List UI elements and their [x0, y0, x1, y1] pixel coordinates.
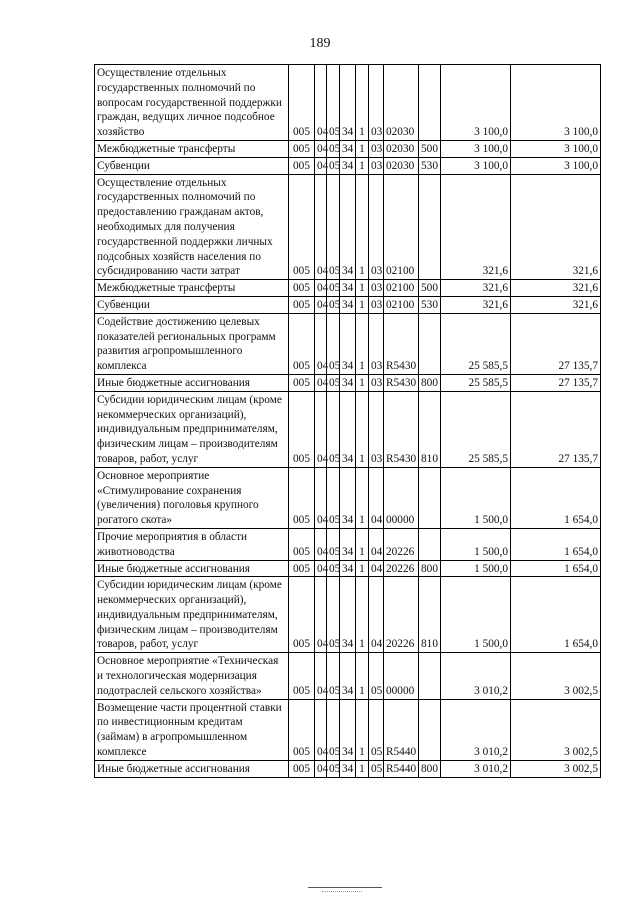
subprogram-code-cell: 1	[356, 157, 369, 174]
direction-code-cell: R5430	[384, 374, 419, 391]
expense-type-cell: 810	[419, 577, 441, 653]
activity-code-cell: 03	[369, 157, 384, 174]
gov-code-cell: 005	[289, 174, 315, 280]
amount-year2-cell: 3 002,5	[511, 760, 601, 777]
direction-code-cell: 02030	[384, 140, 419, 157]
gov-code-cell: 005	[289, 140, 315, 157]
table-row	[95, 699, 601, 760]
expense-type-cell	[419, 699, 441, 760]
activity-code-cell: 03	[369, 391, 384, 467]
activity-code-cell: 04	[369, 577, 384, 653]
direction-code-cell: 02030	[384, 157, 419, 174]
expense-type-cell: 810	[419, 391, 441, 467]
footer-line	[308, 887, 382, 888]
section-code-cell: 04	[315, 140, 327, 157]
direction-code-cell: 02100	[384, 174, 419, 280]
section-code-cell: 04	[315, 653, 327, 699]
expense-type-cell: 500	[419, 140, 441, 157]
subprogram-code-cell: 1	[356, 313, 369, 374]
table-row	[95, 760, 601, 777]
activity-code-cell: 03	[369, 174, 384, 280]
expense-type-cell	[419, 528, 441, 560]
section-code-cell: 04	[315, 528, 327, 560]
amount-year1-cell: 1 500,0	[441, 577, 511, 653]
subsection-code-cell: 05	[327, 157, 340, 174]
amount-year1-cell: 3 010,2	[441, 699, 511, 760]
subsection-code-cell: 05	[327, 374, 340, 391]
direction-code-cell: 02100	[384, 280, 419, 297]
row-name-cell: Содействие достижению целевых показателей региональных программ развития агропромышленного комплекса	[95, 313, 289, 374]
subprogram-code-cell: 1	[356, 391, 369, 467]
amount-year1-cell: 3 100,0	[441, 140, 511, 157]
table-row	[95, 528, 601, 560]
row-name-cell: Иные бюджетные ассигнования	[95, 760, 289, 777]
table-row	[95, 140, 601, 157]
expense-type-cell: 800	[419, 760, 441, 777]
subsection-code-cell: 05	[327, 280, 340, 297]
subprogram-code-cell: 1	[356, 174, 369, 280]
activity-code-cell: 04	[369, 560, 384, 577]
section-code-cell: 04	[315, 699, 327, 760]
program-code-cell: 34	[340, 174, 356, 280]
gov-code-cell: 005	[289, 699, 315, 760]
row-name-cell: Осуществление отдельных государственных полномочий по вопросам государственной поддержки граждан, ведущих личное подсобное хозяйство	[95, 65, 289, 141]
amount-year2-cell: 1 654,0	[511, 528, 601, 560]
direction-code-cell: 20226	[384, 528, 419, 560]
subsection-code-cell: 05	[327, 296, 340, 313]
section-code-cell: 04	[315, 296, 327, 313]
subprogram-code-cell: 1	[356, 140, 369, 157]
row-name-cell: Субсидии юридическим лицам (кроме некоммерческих организаций), индивидуальным предпринимателям, физическим лицам – производителям товаров, работ, услуг	[95, 391, 289, 467]
direction-code-cell: R5430	[384, 313, 419, 374]
program-code-cell: 34	[340, 391, 356, 467]
table-row	[95, 157, 601, 174]
section-code-cell: 04	[315, 280, 327, 297]
row-name-cell: Субвенции	[95, 296, 289, 313]
program-code-cell: 34	[340, 528, 356, 560]
amount-year2-cell: 3 100,0	[511, 157, 601, 174]
amount-year1-cell: 3 010,2	[441, 760, 511, 777]
amount-year2-cell: 3 100,0	[511, 140, 601, 157]
direction-code-cell: 20226	[384, 560, 419, 577]
gov-code-cell: 005	[289, 760, 315, 777]
footer-dots	[322, 891, 362, 892]
amount-year1-cell: 3 100,0	[441, 157, 511, 174]
direction-code-cell: 00000	[384, 653, 419, 699]
program-code-cell: 34	[340, 653, 356, 699]
subsection-code-cell: 05	[327, 699, 340, 760]
program-code-cell: 34	[340, 374, 356, 391]
amount-year1-cell: 1 500,0	[441, 560, 511, 577]
table-row	[95, 65, 601, 141]
gov-code-cell: 005	[289, 313, 315, 374]
program-code-cell: 34	[340, 65, 356, 141]
subsection-code-cell: 05	[327, 577, 340, 653]
amount-year1-cell: 1 500,0	[441, 467, 511, 528]
row-name-cell: Иные бюджетные ассигнования	[95, 374, 289, 391]
amount-year2-cell: 321,6	[511, 174, 601, 280]
activity-code-cell: 03	[369, 65, 384, 141]
subprogram-code-cell: 1	[356, 528, 369, 560]
page-number: 189	[309, 36, 331, 51]
amount-year2-cell: 3 100,0	[511, 65, 601, 141]
amount-year1-cell: 1 500,0	[441, 528, 511, 560]
amount-year1-cell: 321,6	[441, 280, 511, 297]
table-row	[95, 467, 601, 528]
gov-code-cell: 005	[289, 280, 315, 297]
subprogram-code-cell: 1	[356, 560, 369, 577]
direction-code-cell: 02100	[384, 296, 419, 313]
program-code-cell: 34	[340, 467, 356, 528]
activity-code-cell: 03	[369, 296, 384, 313]
table-row	[95, 577, 601, 653]
row-name-cell: Межбюджетные трансферты	[95, 280, 289, 297]
table-row	[95, 653, 601, 699]
amount-year2-cell: 1 654,0	[511, 467, 601, 528]
row-name-cell: Основное мероприятие «Техническая и технологическая модернизация подотраслей сельского хозяйства»	[95, 653, 289, 699]
expense-type-cell	[419, 467, 441, 528]
subprogram-code-cell: 1	[356, 577, 369, 653]
amount-year1-cell: 3 100,0	[441, 65, 511, 141]
amount-year2-cell: 1 654,0	[511, 560, 601, 577]
activity-code-cell: 04	[369, 528, 384, 560]
amount-year2-cell: 27 135,7	[511, 391, 601, 467]
row-name-cell: Иные бюджетные ассигнования	[95, 560, 289, 577]
direction-code-cell: 20226	[384, 577, 419, 653]
section-code-cell: 04	[315, 65, 327, 141]
row-name-cell: Возмещение части процентной ставки по инвестиционным кредитам (займам) в агропромышленном комплексе	[95, 699, 289, 760]
amount-year1-cell: 321,6	[441, 296, 511, 313]
amount-year1-cell: 3 010,2	[441, 653, 511, 699]
amount-year2-cell: 27 135,7	[511, 313, 601, 374]
activity-code-cell: 05	[369, 760, 384, 777]
amount-year2-cell: 321,6	[511, 296, 601, 313]
subsection-code-cell: 05	[327, 140, 340, 157]
section-code-cell: 04	[315, 760, 327, 777]
section-code-cell: 04	[315, 374, 327, 391]
direction-code-cell: R5430	[384, 391, 419, 467]
gov-code-cell: 005	[289, 296, 315, 313]
subsection-code-cell: 05	[327, 467, 340, 528]
gov-code-cell: 005	[289, 653, 315, 699]
direction-code-cell: R5440	[384, 699, 419, 760]
section-code-cell: 04	[315, 174, 327, 280]
program-code-cell: 34	[340, 313, 356, 374]
section-code-cell: 04	[315, 560, 327, 577]
gov-code-cell: 005	[289, 467, 315, 528]
direction-code-cell: 02030	[384, 65, 419, 141]
table-row	[95, 374, 601, 391]
gov-code-cell: 005	[289, 391, 315, 467]
section-code-cell: 04	[315, 313, 327, 374]
section-code-cell: 04	[315, 467, 327, 528]
gov-code-cell: 005	[289, 157, 315, 174]
activity-code-cell: 04	[369, 467, 384, 528]
activity-code-cell: 05	[369, 653, 384, 699]
program-code-cell: 34	[340, 760, 356, 777]
program-code-cell: 34	[340, 140, 356, 157]
activity-code-cell: 03	[369, 140, 384, 157]
expense-type-cell: 530	[419, 157, 441, 174]
subsection-code-cell: 05	[327, 65, 340, 141]
amount-year1-cell: 25 585,5	[441, 391, 511, 467]
amount-year2-cell: 3 002,5	[511, 699, 601, 760]
subsection-code-cell: 05	[327, 528, 340, 560]
amount-year2-cell: 321,6	[511, 280, 601, 297]
expense-type-cell: 800	[419, 374, 441, 391]
program-code-cell: 34	[340, 699, 356, 760]
row-name-cell: Прочие мероприятия в области животноводства	[95, 528, 289, 560]
gov-code-cell: 005	[289, 374, 315, 391]
program-code-cell: 34	[340, 296, 356, 313]
expense-type-cell: 800	[419, 560, 441, 577]
expense-type-cell	[419, 313, 441, 374]
subprogram-code-cell: 1	[356, 280, 369, 297]
subprogram-code-cell: 1	[356, 760, 369, 777]
row-name-cell: Межбюджетные трансферты	[95, 140, 289, 157]
subprogram-code-cell: 1	[356, 653, 369, 699]
row-name-cell: Субсидии юридическим лицам (кроме некоммерческих организаций), индивидуальным предпринимателям, физическим лицам – производителям товаров, работ, услуг	[95, 577, 289, 653]
subsection-code-cell: 05	[327, 560, 340, 577]
gov-code-cell: 005	[289, 560, 315, 577]
section-code-cell: 04	[315, 577, 327, 653]
table-row	[95, 313, 601, 374]
subsection-code-cell: 05	[327, 174, 340, 280]
section-code-cell: 04	[315, 157, 327, 174]
subprogram-code-cell: 1	[356, 65, 369, 141]
expense-type-cell	[419, 65, 441, 141]
gov-code-cell: 005	[289, 577, 315, 653]
amount-year1-cell: 25 585,5	[441, 313, 511, 374]
amount-year1-cell: 25 585,5	[441, 374, 511, 391]
amount-year2-cell: 1 654,0	[511, 577, 601, 653]
subprogram-code-cell: 1	[356, 467, 369, 528]
subprogram-code-cell: 1	[356, 699, 369, 760]
amount-year2-cell: 27 135,7	[511, 374, 601, 391]
table-row	[95, 391, 601, 467]
subsection-code-cell: 05	[327, 391, 340, 467]
table-row	[95, 280, 601, 297]
activity-code-cell: 03	[369, 313, 384, 374]
subsection-code-cell: 05	[327, 313, 340, 374]
activity-code-cell: 03	[369, 280, 384, 297]
row-name-cell: Основное мероприятие «Стимулирование сохранения (увеличения) поголовья крупного рогатого скота»	[95, 467, 289, 528]
table-row	[95, 560, 601, 577]
table-body	[95, 65, 601, 778]
section-code-cell: 04	[315, 391, 327, 467]
row-name-cell: Осуществление отдельных государственных полномочий по предоставлению гражданам актов, необходимых для получения государственной поддержки личных подсобных хозяйств населения по субсидированию части затрат	[95, 174, 289, 280]
expense-type-cell: 500	[419, 280, 441, 297]
gov-code-cell: 005	[289, 528, 315, 560]
subprogram-code-cell: 1	[356, 374, 369, 391]
table-row	[95, 174, 601, 280]
activity-code-cell: 05	[369, 699, 384, 760]
program-code-cell: 34	[340, 577, 356, 653]
expense-type-cell	[419, 653, 441, 699]
gov-code-cell: 005	[289, 65, 315, 141]
budget-table	[94, 64, 601, 778]
program-code-cell: 34	[340, 560, 356, 577]
program-code-cell: 34	[340, 280, 356, 297]
program-code-cell: 34	[340, 157, 356, 174]
row-name-cell: Субвенции	[95, 157, 289, 174]
expense-type-cell	[419, 174, 441, 280]
subsection-code-cell: 05	[327, 760, 340, 777]
direction-code-cell: R5440	[384, 760, 419, 777]
subprogram-code-cell: 1	[356, 296, 369, 313]
amount-year2-cell: 3 002,5	[511, 653, 601, 699]
expense-type-cell: 530	[419, 296, 441, 313]
amount-year1-cell: 321,6	[441, 174, 511, 280]
subsection-code-cell: 05	[327, 653, 340, 699]
activity-code-cell: 03	[369, 374, 384, 391]
table-row	[95, 296, 601, 313]
direction-code-cell: 00000	[384, 467, 419, 528]
